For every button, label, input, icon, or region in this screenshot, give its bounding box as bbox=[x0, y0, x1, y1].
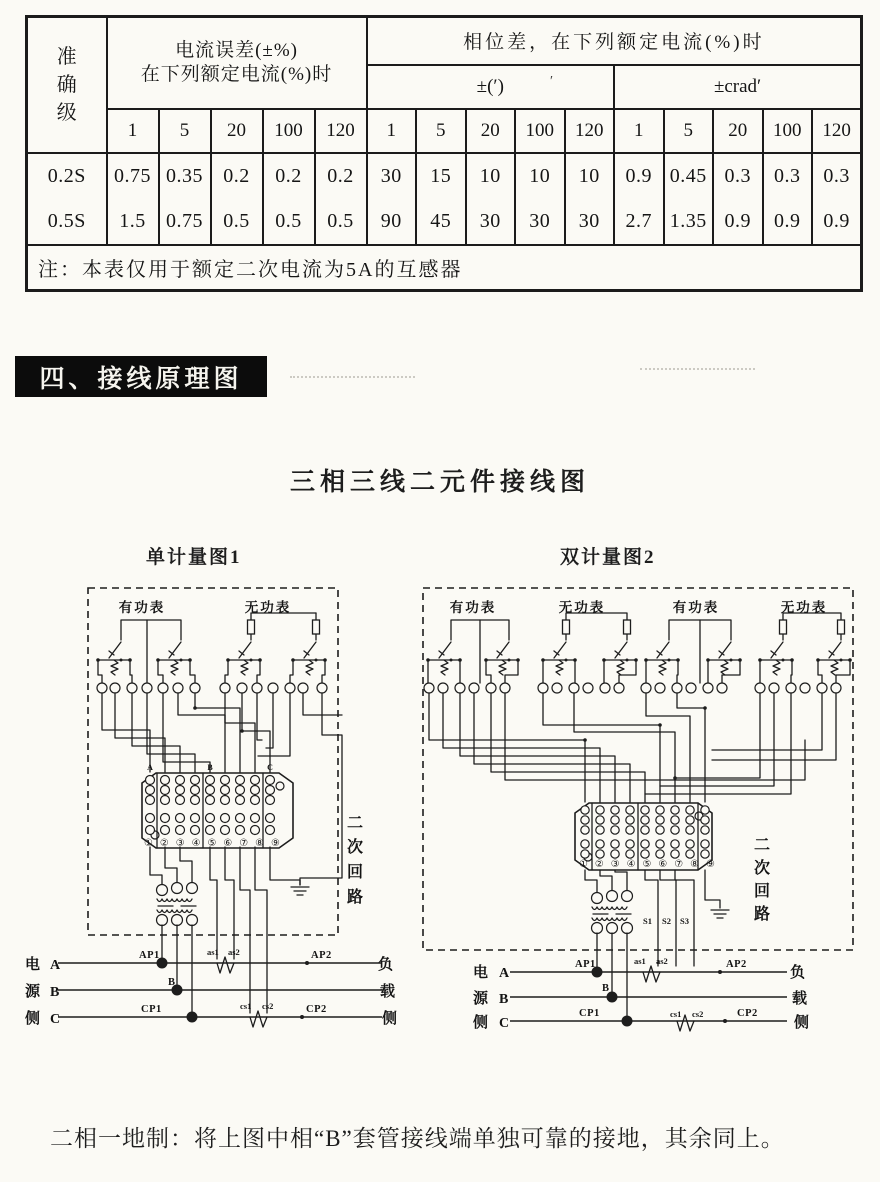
terminal-block bbox=[142, 763, 293, 849]
svg-text:侧: 侧 bbox=[473, 1015, 489, 1031]
meter-label-active: 有功表 bbox=[118, 600, 166, 615]
svg-text:侧: 侧 bbox=[25, 1011, 41, 1027]
right-diagram-caption: 双计量图2 bbox=[560, 547, 656, 568]
svg-text:侧: 侧 bbox=[794, 1015, 810, 1031]
svg-text:路: 路 bbox=[753, 906, 771, 923]
scan-artifact bbox=[640, 368, 755, 370]
svg-text:二: 二 bbox=[346, 815, 364, 832]
wire-label-as2: as2 bbox=[656, 956, 668, 966]
wire-label-cs1: cs1 bbox=[670, 1009, 682, 1019]
svg-text:次: 次 bbox=[753, 860, 771, 877]
wire-label-as1: as1 bbox=[634, 956, 646, 966]
wire-label-cs2: cs2 bbox=[262, 1001, 274, 1011]
voltage-transformer-bank bbox=[592, 891, 633, 934]
meter-elements bbox=[426, 613, 852, 683]
meter-label-active-2: 有功表 bbox=[672, 600, 720, 615]
svg-text:源: 源 bbox=[473, 991, 489, 1007]
svg-text:源: 源 bbox=[25, 984, 41, 1000]
terminal-block bbox=[575, 803, 715, 870]
single-metering-diagram bbox=[10, 580, 420, 1070]
source-side-label: 电 bbox=[25, 957, 41, 973]
wire-label-cp2: CP2 bbox=[737, 1008, 758, 1019]
dual-metering-diagram bbox=[415, 580, 870, 1070]
wire-label-b: B bbox=[602, 983, 610, 994]
pt-drop-wires bbox=[162, 925, 192, 1017]
terminal-numbers: ①②③④⑤⑥⑦⑧⑨ bbox=[144, 838, 280, 849]
load-side-label: 负 bbox=[378, 957, 394, 973]
section-header: 四、接线原理图 bbox=[15, 356, 267, 397]
meter-elements bbox=[96, 613, 327, 683]
wire-label-ap1: AP1 bbox=[575, 959, 596, 970]
current-error-line1: 电流误差(±%) bbox=[175, 40, 298, 61]
ground-icon bbox=[291, 887, 309, 895]
wiring-mesh bbox=[429, 693, 836, 802]
meter-terminal-row bbox=[97, 660, 327, 693]
stray-mark: ′ bbox=[549, 73, 554, 89]
secondary-wiring bbox=[585, 870, 720, 966]
phase-a-label: A bbox=[50, 958, 61, 973]
wire-label-cs1: cs1 bbox=[240, 1001, 252, 1011]
svg-text:侧: 侧 bbox=[382, 1011, 398, 1027]
ground-icon bbox=[711, 910, 729, 918]
wire-label-cp1: CP1 bbox=[579, 1008, 600, 1019]
phase-c-label: C bbox=[50, 1012, 61, 1027]
phase-lines bbox=[58, 957, 382, 1027]
corner-header: 准确级 bbox=[27, 17, 107, 153]
secondary-loop-label bbox=[754, 837, 770, 923]
ct-coil-a bbox=[217, 957, 234, 973]
diagram-title: 三相三线二元件接线图 bbox=[289, 469, 590, 496]
phase-lines bbox=[510, 966, 787, 1031]
wire-label-ap2: AP2 bbox=[726, 959, 747, 970]
meter-terminal-row bbox=[424, 660, 850, 693]
wire-label-b: B bbox=[168, 977, 176, 988]
phase-b-label: B bbox=[50, 985, 60, 1000]
table-note: 注：本表仅用于额定二次电流为5A的互感器 bbox=[27, 245, 862, 291]
svg-text:回: 回 bbox=[753, 883, 771, 900]
secondary-loop-label bbox=[347, 815, 363, 906]
wire-label-ap1: AP1 bbox=[139, 950, 160, 961]
wire-label-as2: as2 bbox=[228, 947, 240, 957]
terminal-numbers: ①②③④⑤⑥⑦⑧⑨ bbox=[579, 859, 715, 870]
table-row: 0.5S 1.5 0.75 0.5 0.5 0.5 90 45 30 30 30 2.7 1.35 0.9 0.9 0.9 bbox=[27, 199, 862, 245]
secondary-circuit-box bbox=[423, 588, 853, 950]
phase-a-label: A bbox=[499, 966, 510, 981]
phase-b-label: B bbox=[499, 992, 509, 1007]
voltage-transformer-bank bbox=[157, 883, 198, 926]
svg-text:路: 路 bbox=[346, 889, 364, 906]
svg-text:回: 回 bbox=[346, 864, 364, 881]
resistor bbox=[248, 620, 255, 634]
wire-label-cp2: CP2 bbox=[306, 1004, 327, 1015]
wire-label-ap2: AP2 bbox=[311, 950, 332, 961]
phase-c-label: C bbox=[499, 1016, 510, 1031]
meter-label-reactive-1: 无功表 bbox=[558, 600, 606, 615]
resistor bbox=[563, 620, 570, 634]
accuracy-spec-table bbox=[25, 15, 863, 292]
s1-label: S1 bbox=[643, 916, 652, 926]
meter-label-reactive-2: 无功表 bbox=[780, 600, 828, 615]
ct-coil-c bbox=[250, 1011, 267, 1027]
wire-label-cp1: CP1 bbox=[141, 1004, 162, 1015]
crad-header: ±crad′ bbox=[614, 65, 862, 109]
current-error-header bbox=[107, 17, 367, 109]
meter-label-reactive: 无功表 bbox=[244, 600, 292, 615]
resistor bbox=[780, 620, 787, 634]
wire-label-as1: as1 bbox=[207, 947, 219, 957]
load-side-label: 负 bbox=[790, 965, 806, 981]
svg-text:载: 载 bbox=[792, 991, 808, 1007]
block-label-a: A bbox=[147, 763, 153, 772]
pt-drop-wires bbox=[597, 933, 627, 1021]
svg-text:二: 二 bbox=[753, 837, 771, 854]
svg-text:载: 载 bbox=[380, 984, 396, 1000]
phase-diff-header: 相位差，在下列额定电流(%)时 bbox=[367, 17, 862, 65]
s3-label: S3 bbox=[680, 916, 689, 926]
block-label-b: B bbox=[207, 763, 213, 772]
block-terminals bbox=[146, 776, 275, 835]
resistor bbox=[838, 620, 845, 634]
table-row: 0.2S 0.75 0.35 0.2 0.2 0.2 30 15 10 10 10 0.9 0.45 0.3 0.3 0.3 bbox=[27, 153, 862, 199]
current-error-line2: 在下列额定电流(%)时 bbox=[140, 63, 333, 85]
resistor bbox=[313, 620, 320, 634]
block-terminals bbox=[581, 806, 709, 858]
ticks-row: 1 5 20 100 120 1 5 20 100 120 1 5 20 100 120 bbox=[27, 109, 862, 153]
left-diagram-caption: 单计量图1 bbox=[146, 547, 242, 568]
meter-label-active-1: 有功表 bbox=[449, 600, 497, 615]
block-label-c: C bbox=[267, 763, 273, 772]
wire-label-cs2: cs2 bbox=[692, 1009, 704, 1019]
svg-text:次: 次 bbox=[346, 839, 364, 856]
scan-artifact bbox=[290, 376, 415, 378]
source-side-label: 电 bbox=[473, 965, 489, 981]
resistor bbox=[624, 620, 631, 634]
minutes-header: ±(′) ′ bbox=[367, 65, 615, 109]
s2-label: S2 bbox=[662, 916, 671, 926]
footer-note: 二相一地制：将上图中相“B”套管接线端单独可靠的接地，其余同上。 bbox=[50, 1126, 785, 1151]
ct-coil-a bbox=[643, 966, 660, 982]
